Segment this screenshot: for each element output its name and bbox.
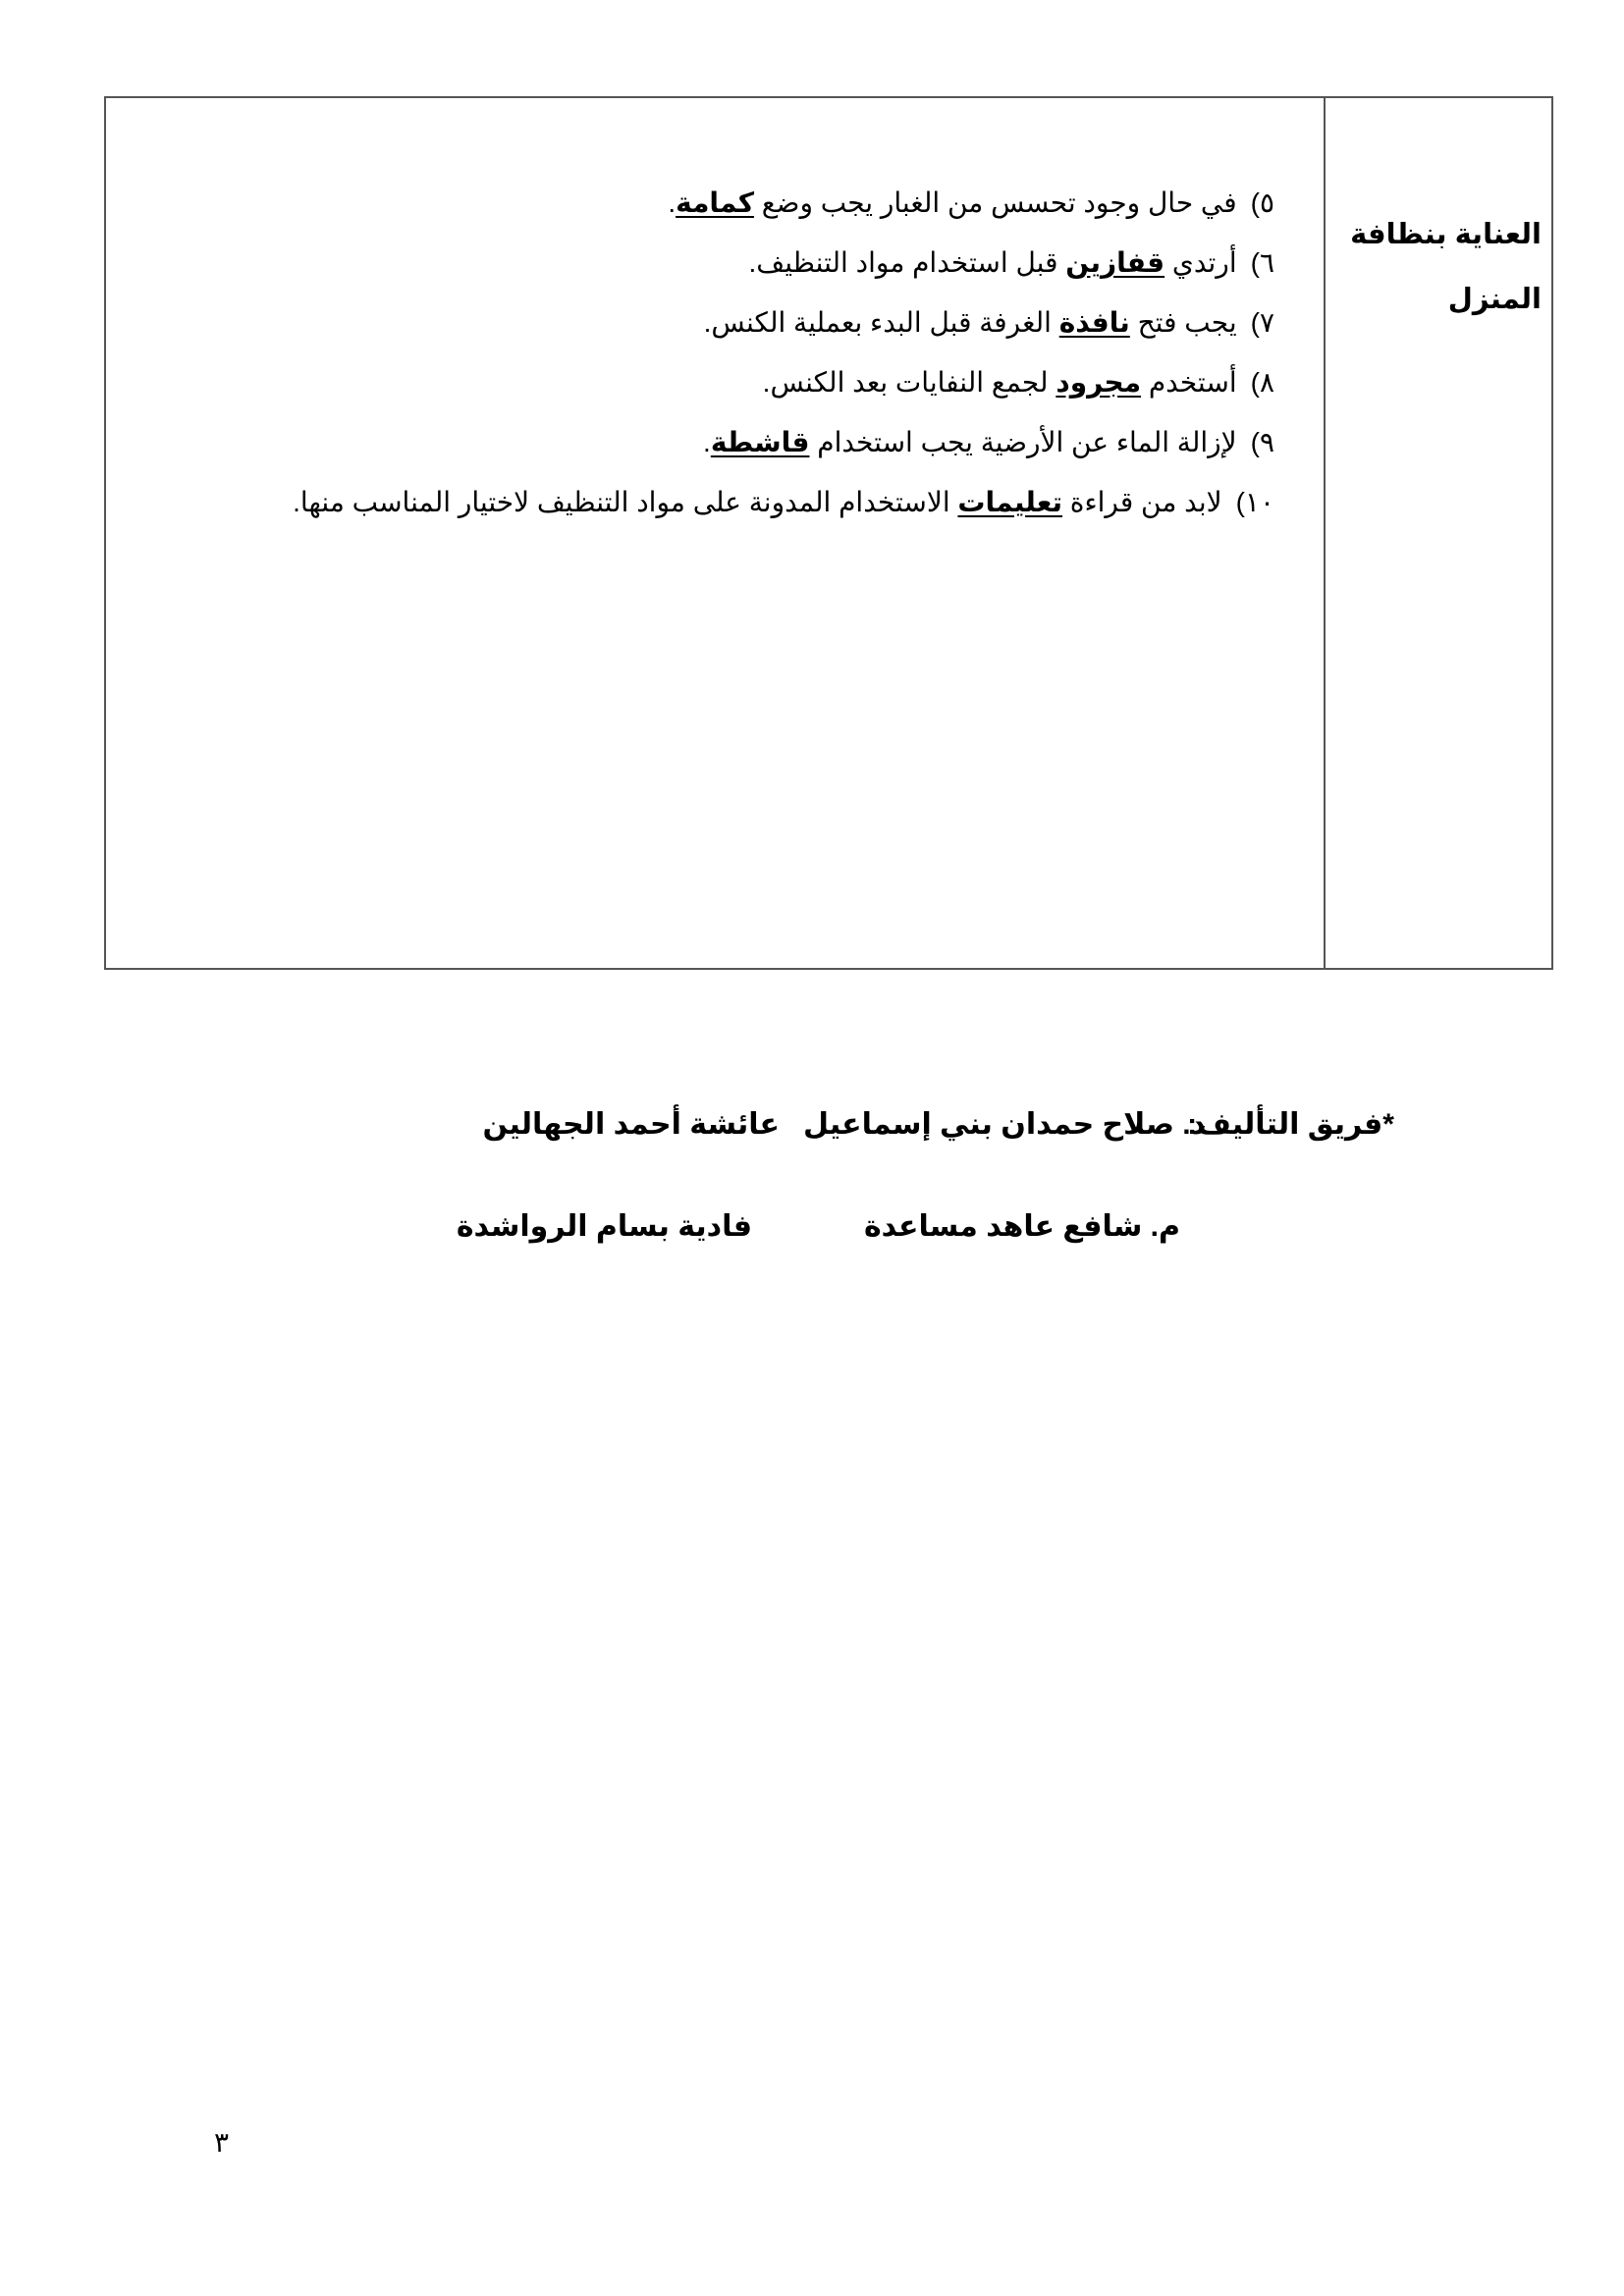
item-text: يجب فتح bbox=[1129, 307, 1237, 338]
item-text-end: الغرفة قبل البدء بعملية الكنس. bbox=[703, 307, 1059, 338]
list-item bbox=[175, 233, 1274, 293]
list-item bbox=[175, 412, 1274, 472]
content-cell bbox=[106, 98, 1324, 968]
item-text: لإزالة الماء عن الأرضية يجب استخدام bbox=[809, 427, 1237, 457]
item-keyword: قاشطة bbox=[710, 427, 810, 457]
content-table bbox=[104, 96, 1553, 970]
item-keyword: نافذة bbox=[1058, 307, 1130, 338]
list-item bbox=[175, 173, 1274, 233]
author-name: د. صلاح حمدان بني إسماعيل bbox=[803, 1108, 1206, 1141]
item-keyword: مجرود bbox=[1056, 367, 1142, 398]
item-text: في حال وجود تحسس من الغبار يجب وضع bbox=[753, 187, 1237, 218]
item-text-end: قبل استخدام مواد التنظيف. bbox=[748, 247, 1066, 278]
author-name: عائشة أحمد الجهالين bbox=[482, 1108, 780, 1141]
item-number: ٦) bbox=[1250, 247, 1274, 278]
item-number: ٩) bbox=[1250, 427, 1274, 457]
authors-label: *فريق التأليف: bbox=[1187, 1108, 1394, 1141]
instructions-list bbox=[175, 173, 1274, 532]
item-number: ٥) bbox=[1250, 187, 1274, 218]
topic-cell bbox=[1324, 98, 1551, 968]
item-number: ١٠) bbox=[1235, 487, 1274, 517]
item-number: ٨) bbox=[1250, 367, 1274, 398]
author-name: م. شافع عاهد مساعدة bbox=[863, 1210, 1180, 1243]
list-item bbox=[175, 472, 1274, 532]
item-text: أرتدي bbox=[1164, 247, 1237, 278]
item-text-end: الاستخدام المدونة على مواد التنظيف لاختيار المناسب منها. bbox=[293, 487, 958, 517]
item-text: أستخدم bbox=[1141, 367, 1237, 398]
topic-title: العناية بنظافة المنزل bbox=[1350, 219, 1542, 315]
item-keyword: قفازين bbox=[1065, 247, 1165, 278]
item-keyword: كمامة bbox=[676, 187, 754, 218]
list-item bbox=[175, 293, 1274, 352]
page-number: ٣ bbox=[214, 2127, 230, 2158]
item-number: ٧) bbox=[1250, 307, 1274, 338]
list-item bbox=[175, 352, 1274, 412]
author-name: فادية بسام الرواشدة bbox=[456, 1210, 752, 1243]
item-keyword: تعليمات bbox=[957, 487, 1063, 517]
item-text-end: . bbox=[668, 187, 677, 218]
item-text-end: . bbox=[703, 427, 711, 457]
item-text-end: لجمع النفايات بعد الكنس. bbox=[762, 367, 1056, 398]
item-text: لابد من قراءة bbox=[1062, 487, 1222, 517]
